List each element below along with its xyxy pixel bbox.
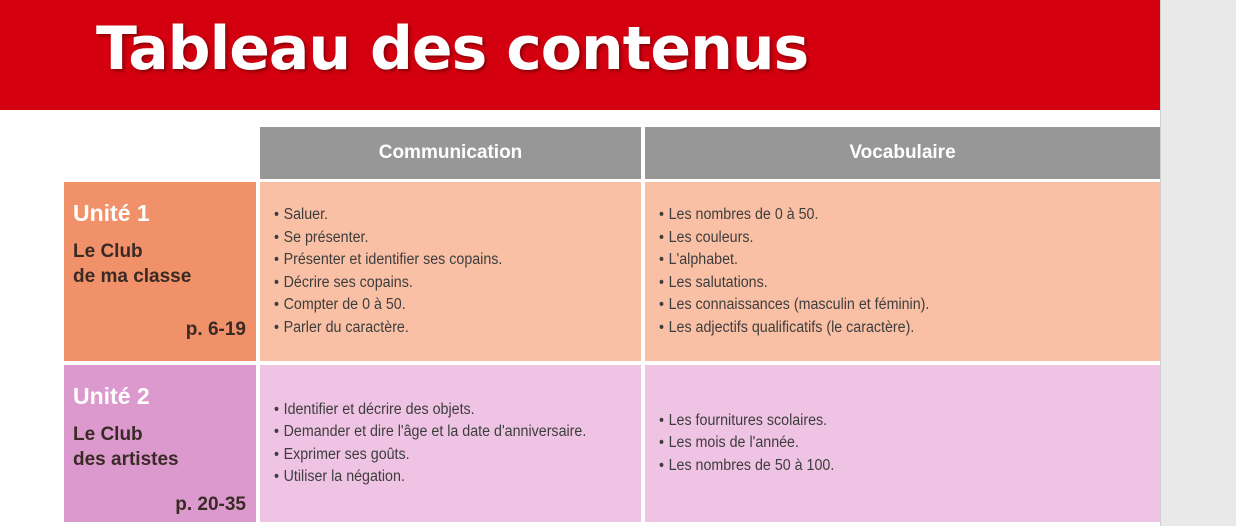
unit-2-name	[73, 422, 246, 472]
unit-2-communication-list	[274, 399, 641, 489]
unit-2-name-line-1: Le Club	[73, 424, 143, 445]
list-item: • Utiliser la négation.	[274, 466, 612, 489]
list-item: • Exprimer ses goûts.	[274, 444, 612, 467]
list-item: • Les nombres de 0 à 50.	[659, 204, 1120, 227]
column-header-vocabulaire: Vocabulaire	[645, 127, 1160, 179]
unit-2-vocabulaire-cell	[645, 365, 1160, 522]
list-item: • Les connaissances (masculin et féminin).	[659, 294, 1120, 317]
list-item: • Présenter et identifier ses copains.	[274, 249, 612, 272]
list-item: • Les mois de l'année.	[659, 432, 1120, 455]
unit-2-communication-cell	[260, 365, 641, 522]
unit-2-name-line-2: des artistes	[73, 449, 179, 470]
page-title: Tableau des contenus	[96, 14, 809, 84]
unit-1-name	[73, 239, 246, 289]
list-item: • Demander et dire l'âge et la date d'anniversaire.	[274, 421, 612, 444]
unit-1-label-cell	[64, 182, 256, 361]
unit-2-vocabulaire-list	[659, 410, 1160, 478]
column-header-communication: Communication	[260, 127, 641, 179]
list-item: • Identifier et décrire des objets.	[274, 399, 612, 422]
unit-1-vocabulaire-list	[659, 204, 1160, 339]
unit-1-vocabulaire-cell	[645, 182, 1160, 361]
unit-2-label-cell	[64, 365, 256, 522]
page-edge-divider	[1160, 0, 1161, 526]
unit-2-pages: p. 20-35	[175, 494, 246, 515]
list-item: • Parler du caractère.	[274, 317, 612, 340]
unit-1-pages: p. 6-19	[185, 319, 246, 340]
unit-1-number: Unité 1	[73, 200, 150, 226]
list-item: • Compter de 0 à 50.	[274, 294, 612, 317]
list-item: • Saluer.	[274, 204, 612, 227]
list-item: • L'alphabet.	[659, 249, 1120, 272]
list-item: • Les salutations.	[659, 272, 1120, 295]
list-item: • Les couleurs.	[659, 227, 1120, 250]
list-item: • Les nombres de 50 à 100.	[659, 455, 1120, 478]
list-item: • Se présenter.	[274, 227, 612, 250]
unit-1-name-line-1: Le Club	[73, 241, 143, 262]
unit-2-number: Unité 2	[73, 383, 150, 409]
list-item: • Décrire ses copains.	[274, 272, 612, 295]
unit-1-communication-cell	[260, 182, 641, 361]
list-item: • Les adjectifs qualificatifs (le caractère).	[659, 317, 1120, 340]
unit-1-name-line-2: de ma classe	[73, 266, 192, 287]
list-item: • Les fournitures scolaires.	[659, 410, 1120, 433]
title-band	[0, 0, 1160, 110]
unit-1-communication-list	[274, 204, 641, 339]
